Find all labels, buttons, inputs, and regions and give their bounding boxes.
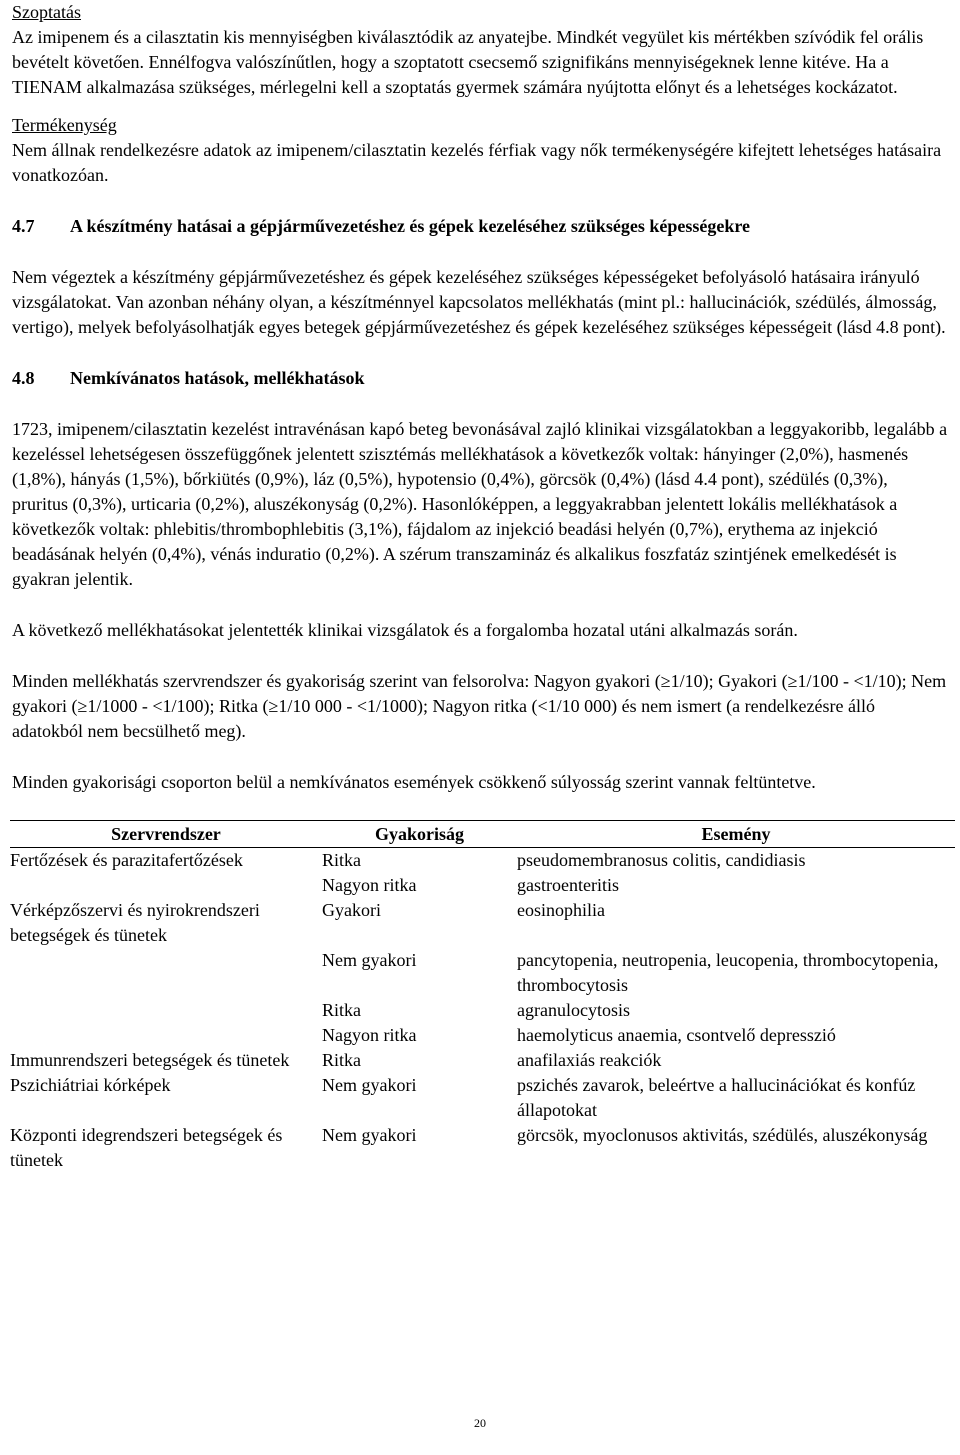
frequency-convention-paragraph: Minden mellékhatás szervrendszer és gyakoriság szerint van felsorolva: Nagyon gyakori (≥1/10); Gyakori (≥1/100 - <1/10); Nem gyakori (≥1/1000 - <1/100); Ritka (≥1/10 000 - <1/1000); Nagyon ritka (<1/10 000) és nem ismert (a rendelkezésre álló adatokból nem becsülhető meg). bbox=[12, 671, 947, 741]
table-row bbox=[10, 998, 955, 1023]
section-number: 4.7 bbox=[12, 216, 35, 236]
frequency-cell: Nagyon ritka bbox=[322, 1025, 417, 1045]
table-row bbox=[10, 1123, 955, 1173]
document-page bbox=[12, 0, 948, 1173]
breastfeeding-heading: Szoptatás bbox=[12, 2, 81, 22]
adverse-summary-paragraph: 1723, imipenem/cilasztatin kezelést intravénásan kapó beteg bevonásával zajló klinikai vizsgálatokban a leggyakoribb, legalább a kezeléssel lehetségesen összefüggőnek jelentett szisztémás mellékhatások a következők voltak: hányinger (2,0%), hasmenés (1,8%), hányás (1,5%), bőrkiütés (0,9%), láz (0,5%), hypotensio (0,4%), görcsök (0,4%) (lásd 4.4 pont), szédülés (0,3%), pruritus (0,3%), urticaria (0,2%), aluszékonyság (0,2%). Hasonlóképpen, a leggyakrabban jelentett lokális mellékhatások a következők voltak: phlebitis/thrombophlebitis (3,1%), fájdalom az injekció beadási helyén (0,7%), erythema az injekció beadásának helyén (0,4%), vénás induratio (0,2%). A szérum transzamináz és alkalikus foszfatáz szintjének emelkedését is gyakran jelentik. bbox=[12, 419, 948, 589]
frequency-cell: Nem gyakori bbox=[322, 950, 417, 970]
event-cell: agranulocytosis bbox=[517, 1000, 630, 1020]
table-row bbox=[10, 948, 955, 998]
frequency-cell: Nem gyakori bbox=[322, 1125, 417, 1145]
organ-system-cell bbox=[10, 873, 322, 898]
reported-events-paragraph: A következő mellékhatásokat jelentették klinikai vizsgálatok és a forgalomba hozatal utáni alkalmazás során. bbox=[12, 620, 798, 640]
frequency-cell: Ritka bbox=[322, 1050, 361, 1070]
table-row bbox=[10, 1073, 955, 1123]
organ-system-cell bbox=[10, 948, 322, 998]
event-cell: görcsök, myoclonusos aktivitás, szédülés, aluszékonyság bbox=[517, 1125, 928, 1145]
organ-system-cell: Központi idegrendszeri betegségek és tünetek bbox=[10, 1125, 283, 1170]
table-header-row bbox=[10, 821, 955, 848]
organ-system-cell: Immunrendszeri betegségek és tünetek bbox=[10, 1050, 290, 1070]
table-row bbox=[10, 873, 955, 898]
event-cell: gastroenteritis bbox=[517, 875, 619, 895]
section-4-8-heading bbox=[12, 366, 948, 391]
header-event: Esemény bbox=[517, 821, 955, 848]
header-organ-system: Szervrendszer bbox=[10, 821, 322, 848]
section-4-7-text: Nem végeztek a készítmény gépjárművezetéshez és gépek kezeléséhez szükséges képességeket befolyásoló hatásaira irányuló vizsgálatokat. Van azonban néhány olyan, a készítménnyel kapcsolatos mellékhatás (mint pl.: hallucinációk, szédülés, álmosság, vertigo), melyek befolyásolhatják egyes betegek gépjárművezetéshez és gépek kezeléséhez szükséges képességeit (lásd 4.8 pont). bbox=[12, 267, 946, 337]
page-number: 20 bbox=[474, 1416, 486, 1430]
frequency-cell: Ritka bbox=[322, 1000, 361, 1020]
frequency-cell: Nem gyakori bbox=[322, 1075, 417, 1095]
table-row bbox=[10, 898, 955, 948]
frequency-cell: Ritka bbox=[322, 850, 361, 870]
event-cell: anafilaxiás reakciók bbox=[517, 1050, 662, 1070]
event-cell: pancytopenia, neutropenia, leucopenia, thrombocytopenia, thrombocytosis bbox=[517, 950, 939, 995]
section-number: 4.8 bbox=[12, 368, 35, 388]
organ-system-cell bbox=[10, 1023, 322, 1048]
adverse-reactions-table bbox=[10, 820, 955, 1173]
event-cell: pszichés zavarok, beleértve a hallucinációkat és konfúz állapotokat bbox=[517, 1075, 916, 1120]
section-title: Nemkívánatos hatások, mellékhatások bbox=[70, 368, 365, 388]
organ-system-cell bbox=[10, 998, 322, 1023]
organ-system-cell: Fertőzések és parazitafertőzések bbox=[10, 850, 243, 870]
breastfeeding-text: Az imipenem és a cilasztatin kis mennyiségben kiválasztódik az anyatejbe. Mindkét vegyület kis mértékben szívódik fel orális bevételt követően. Ennélfogva valószínűtlen, hogy a szoptatott csecsemő szignifikáns mennyiségeknek lenne kitéve. Ha a TIENAM alkalmazása szükséges, mérlegelni kell a szoptatás gyermek számára nyújtotta előnyt és a lehetséges kockázatot. bbox=[12, 27, 924, 97]
fertility-text: Nem állnak rendelkezésre adatok az imipenem/cilasztatin kezelés férfiak vagy nők termékenységére kifejtett lehetséges hatásaira vonatkozóan. bbox=[12, 140, 942, 185]
fertility-heading: Termékenység bbox=[12, 115, 117, 135]
table-row bbox=[10, 1048, 955, 1073]
section-title: A készítmény hatásai a gépjárművezetéshez és gépek kezeléséhez szükséges képességekre bbox=[70, 216, 751, 236]
organ-system-cell: Pszichiátriai kórképek bbox=[10, 1075, 171, 1095]
header-frequency: Gyakoriság bbox=[322, 821, 517, 848]
table-row bbox=[10, 848, 955, 874]
table-row bbox=[10, 1023, 955, 1048]
frequency-cell: Gyakori bbox=[322, 900, 381, 920]
event-cell: haemolyticus anaemia, csontvelő depresszió bbox=[517, 1025, 836, 1045]
event-cell: eosinophilia bbox=[517, 900, 605, 920]
frequency-cell: Nagyon ritka bbox=[322, 875, 417, 895]
severity-order-paragraph: Minden gyakorisági csoporton belül a nemkívánatos események csökkenő súlyosság szerint vannak feltüntetve. bbox=[12, 772, 816, 792]
section-4-7-heading bbox=[12, 214, 948, 239]
organ-system-cell: Vérképzőszervi és nyirokrendszeri betegségek és tünetek bbox=[10, 900, 260, 945]
event-cell: pseudomembranosus colitis, candidiasis bbox=[517, 850, 806, 870]
